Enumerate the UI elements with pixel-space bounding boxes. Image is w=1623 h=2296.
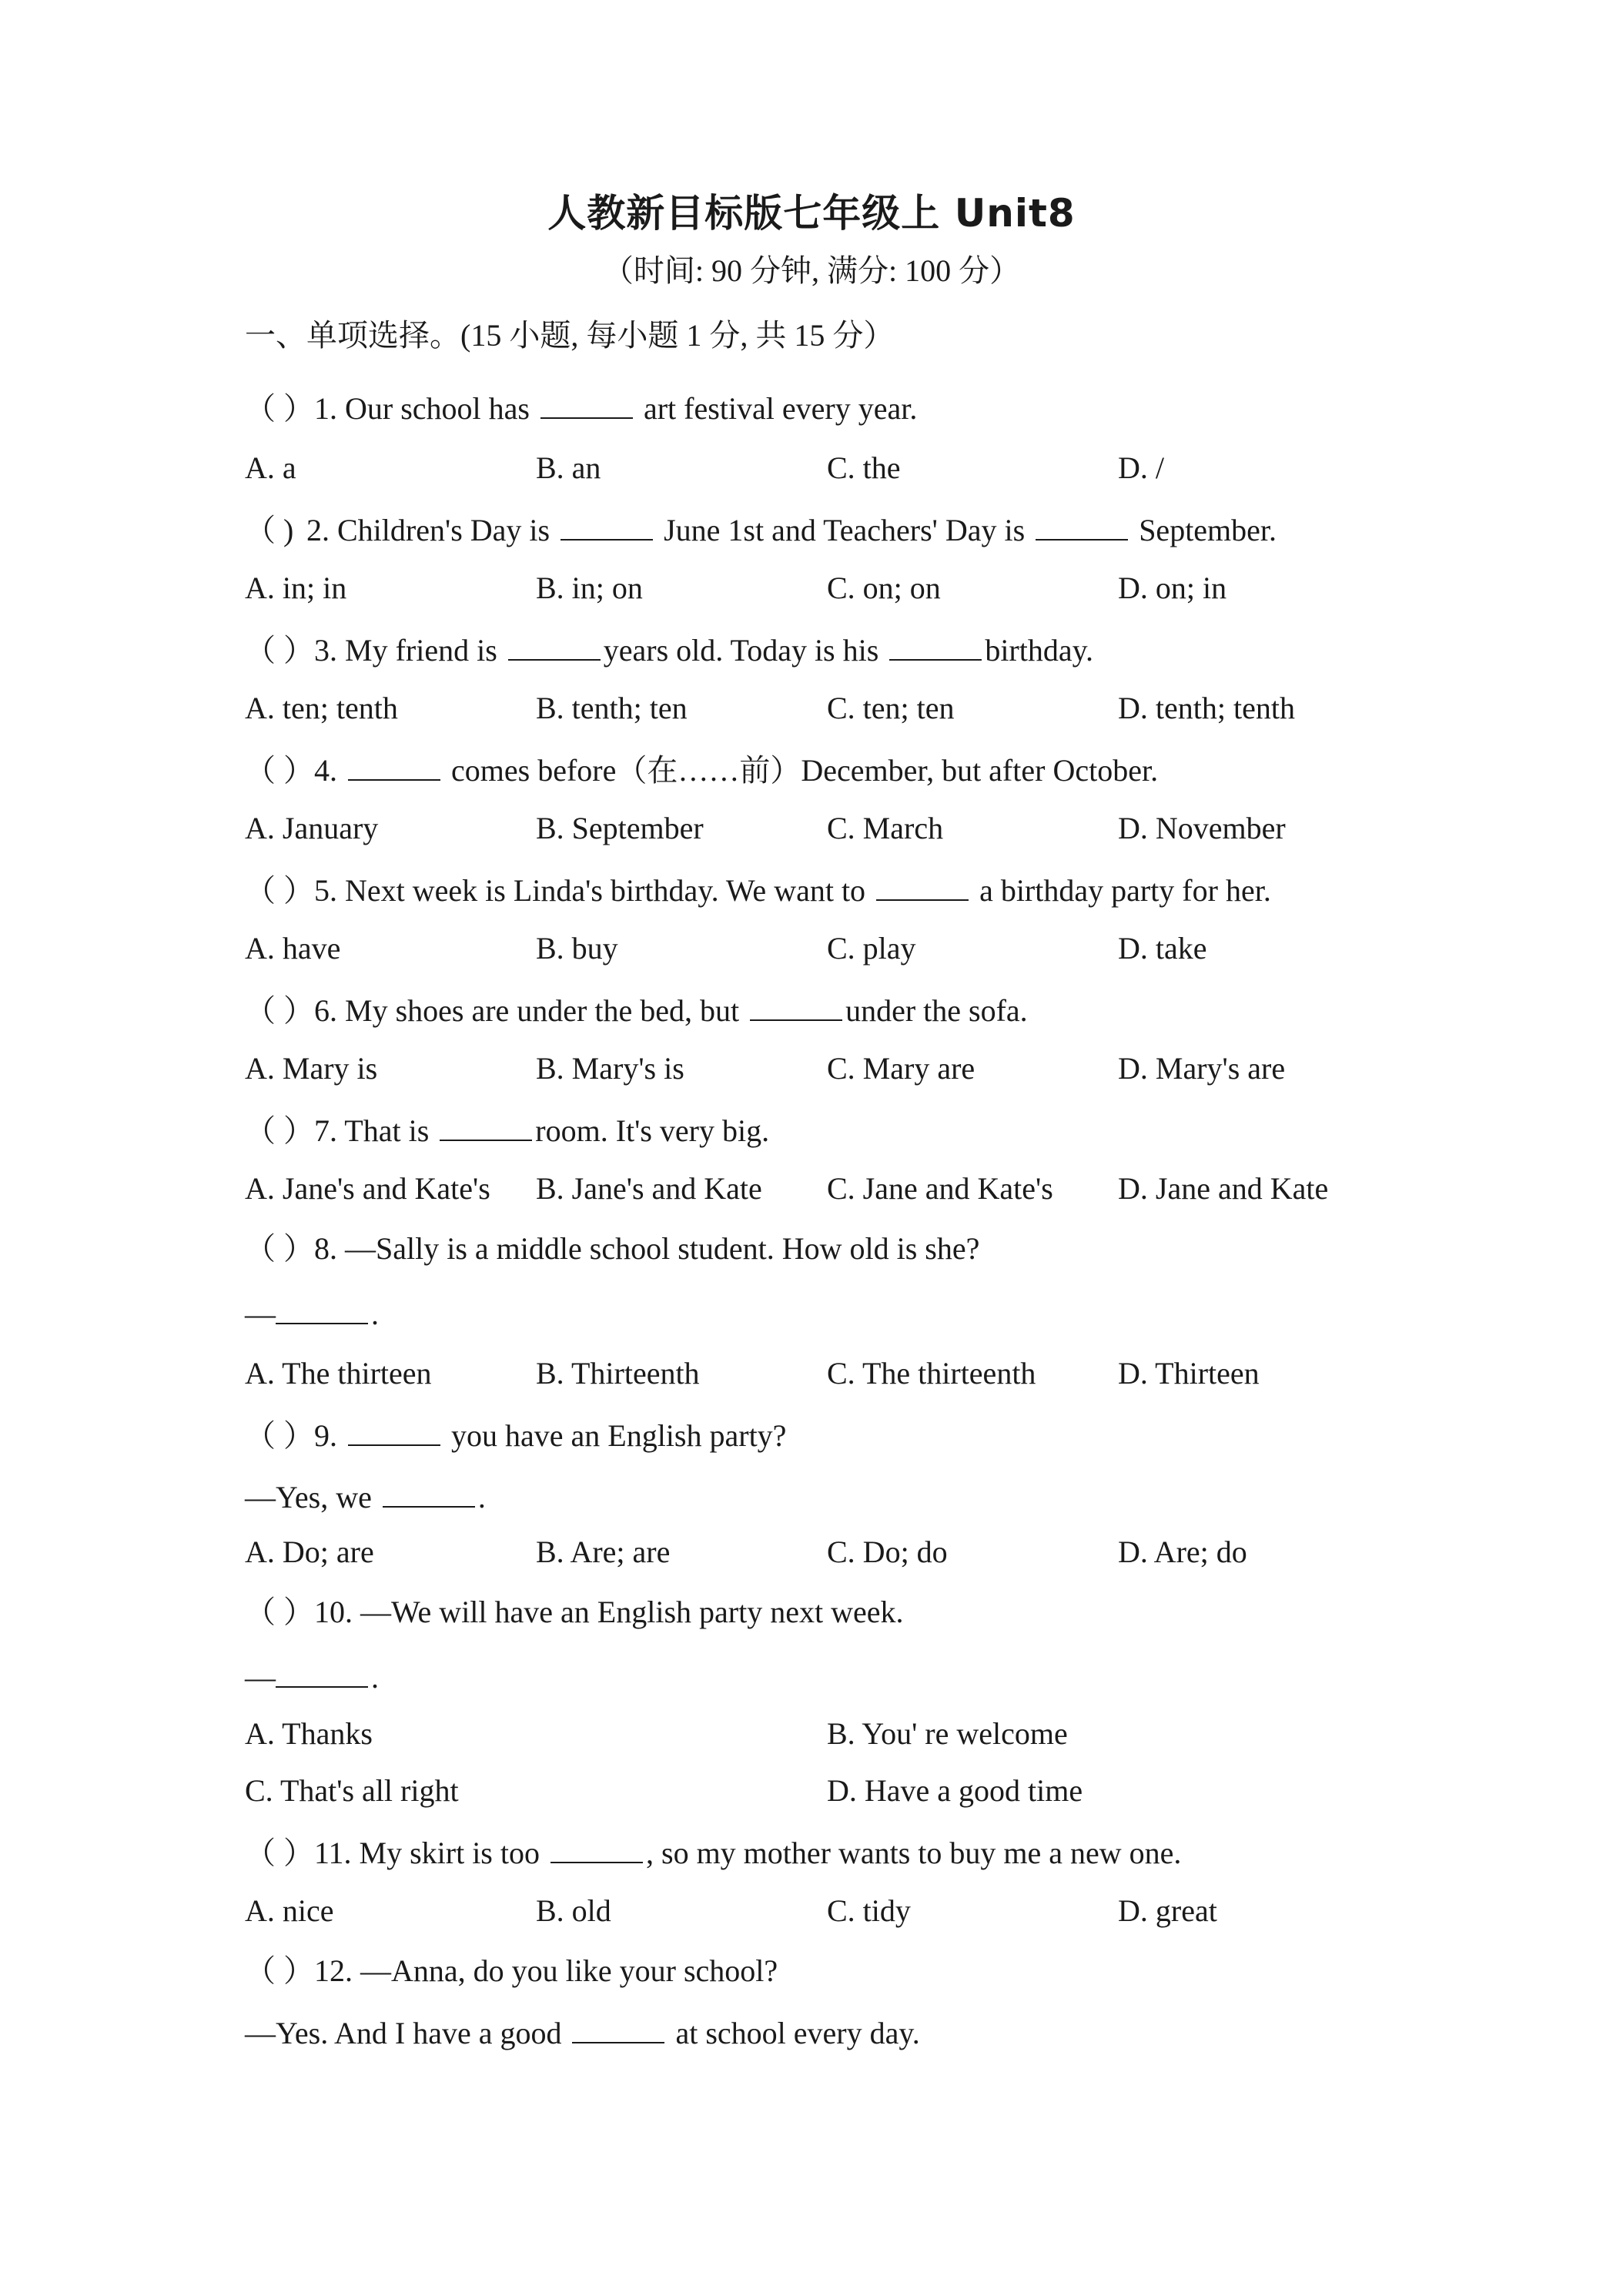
- exam-info: （时间: 90 分钟, 满分: 100 分）: [602, 253, 1021, 288]
- question-2: （ ) 2. Children's Day is June 1st and Teachers' Day is September.: [245, 513, 1277, 547]
- question-7: （ ）7. That is room. It's very big.: [245, 1113, 770, 1148]
- option-d[interactable]: D. Thirteen: [1118, 1356, 1260, 1391]
- option-a[interactable]: A. Do; are: [245, 1535, 374, 1569]
- option-c[interactable]: C. Jane and Kate's: [827, 1171, 1053, 1206]
- answer-bracket[interactable]: （ ）: [245, 873, 314, 908]
- option-d[interactable]: D. Jane and Kate: [1118, 1171, 1329, 1206]
- question-1: （ ）1. Our school has art festival every year.: [245, 391, 918, 426]
- option-b[interactable]: B. Are; are: [536, 1535, 671, 1569]
- section-heading: 一、单项选择。(15 小题, 每小题 1 分, 共 15 分）: [245, 318, 895, 353]
- option-c[interactable]: C. March: [827, 811, 944, 845]
- question-10-reply: — .: [245, 1660, 379, 1695]
- option-c[interactable]: C. Mary are: [827, 1051, 975, 1086]
- option-d[interactable]: D. take: [1118, 931, 1207, 966]
- option-b[interactable]: B. Thirteenth: [536, 1356, 700, 1391]
- page-title: 人教新目标版七年级上 Unit8: [547, 191, 1076, 236]
- blank[interactable]: [1036, 513, 1128, 541]
- question-6: （ ）6. My shoes are under the bed, but under the sofa.: [245, 993, 1028, 1028]
- option-a[interactable]: A. Thanks: [245, 1716, 373, 1751]
- option-a[interactable]: A. a: [245, 450, 296, 485]
- option-d[interactable]: D. tenth; tenth: [1118, 691, 1295, 725]
- answer-bracket[interactable]: （ ）: [245, 391, 314, 426]
- option-a[interactable]: A. The thirteen: [245, 1356, 432, 1391]
- answer-bracket[interactable]: （ ）: [245, 1231, 314, 1266]
- question-8: （ ）8. —Sally is a middle school student. How old is she?: [245, 1231, 980, 1266]
- blank[interactable]: [572, 2016, 664, 2043]
- option-c[interactable]: C. That's all right: [245, 1773, 459, 1808]
- answer-bracket[interactable]: （ ）: [245, 1595, 314, 1629]
- question-3: （ ）3. My friend is years old. Today is his birthday.: [245, 633, 1094, 668]
- option-c[interactable]: C. ten; ten: [827, 691, 955, 725]
- answer-bracket[interactable]: （ ）: [245, 1836, 314, 1870]
- option-d[interactable]: D. on; in: [1118, 571, 1227, 605]
- blank[interactable]: [508, 633, 601, 661]
- question-10: （ ）10. —We will have an English party next week.: [245, 1595, 904, 1629]
- option-b[interactable]: B. You' re welcome: [827, 1716, 1068, 1751]
- option-b[interactable]: B. September: [536, 811, 704, 845]
- option-c[interactable]: C. play: [827, 931, 916, 966]
- blank[interactable]: [889, 633, 982, 661]
- option-d[interactable]: D. Mary's are: [1118, 1051, 1286, 1086]
- option-d[interactable]: D. Have a good time: [827, 1773, 1083, 1808]
- option-d[interactable]: D. November: [1118, 811, 1286, 845]
- question-9: （ ）9. you have an English party?: [245, 1418, 787, 1453]
- blank[interactable]: [876, 873, 969, 901]
- question-8-reply: — .: [245, 1297, 379, 1331]
- blank[interactable]: [383, 1480, 475, 1508]
- option-a[interactable]: A. nice: [245, 1893, 334, 1928]
- question-9-reply: —Yes, we .: [245, 1480, 486, 1514]
- blank[interactable]: [348, 753, 440, 781]
- option-b[interactable]: B. Jane's and Kate: [536, 1171, 762, 1206]
- answer-bracket[interactable]: （ ）: [245, 1953, 314, 1988]
- option-b[interactable]: B. in; on: [536, 571, 643, 605]
- blank[interactable]: [540, 391, 633, 419]
- blank[interactable]: [550, 1836, 643, 1863]
- blank[interactable]: [276, 1660, 368, 1688]
- option-a[interactable]: A. January: [245, 811, 379, 845]
- answer-bracket[interactable]: （ ）: [245, 1418, 314, 1453]
- blank[interactable]: [348, 1418, 440, 1446]
- question-12-reply: —Yes. And I have a good at school every day.: [245, 2016, 920, 2050]
- option-c[interactable]: C. tidy: [827, 1893, 911, 1928]
- question-5: （ ）5. Next week is Linda's birthday. We want to a birthday party for her.: [245, 873, 1271, 908]
- option-b[interactable]: B. old: [536, 1893, 611, 1928]
- answer-bracket[interactable]: （ ）: [245, 993, 314, 1028]
- blank[interactable]: [561, 513, 653, 541]
- question-12: （ ）12. —Anna, do you like your school?: [245, 1953, 778, 1988]
- option-c[interactable]: C. Do; do: [827, 1535, 948, 1569]
- option-c[interactable]: C. on; on: [827, 571, 941, 605]
- answer-bracket[interactable]: （ ）: [245, 633, 314, 668]
- option-c[interactable]: C. the: [827, 450, 901, 485]
- question-11: （ ）11. My skirt is too , so my mother wants to buy me a new one.: [245, 1836, 1182, 1870]
- option-a[interactable]: A. ten; tenth: [245, 691, 398, 725]
- option-d[interactable]: D. great: [1118, 1893, 1217, 1928]
- blank[interactable]: [276, 1297, 368, 1324]
- option-d[interactable]: D. /: [1118, 450, 1164, 485]
- answer-bracket[interactable]: （ ): [245, 513, 294, 547]
- option-d[interactable]: D. Are; do: [1118, 1535, 1247, 1569]
- answer-bracket[interactable]: （ ）: [245, 753, 314, 788]
- option-b[interactable]: B. Mary's is: [536, 1051, 684, 1086]
- option-a[interactable]: A. Mary is: [245, 1051, 378, 1086]
- option-a[interactable]: A. Jane's and Kate's: [245, 1171, 490, 1206]
- option-b[interactable]: B. an: [536, 450, 601, 485]
- question-4: （ ）4. comes before（在……前）December, but after October.: [245, 753, 1159, 788]
- blank[interactable]: [440, 1113, 532, 1141]
- option-b[interactable]: B. buy: [536, 931, 618, 966]
- option-c[interactable]: C. The thirteenth: [827, 1356, 1036, 1391]
- option-a[interactable]: A. have: [245, 931, 341, 966]
- answer-bracket[interactable]: （ ）: [245, 1113, 314, 1148]
- option-b[interactable]: B. tenth; ten: [536, 691, 688, 725]
- option-a[interactable]: A. in; in: [245, 571, 347, 605]
- blank[interactable]: [750, 993, 842, 1021]
